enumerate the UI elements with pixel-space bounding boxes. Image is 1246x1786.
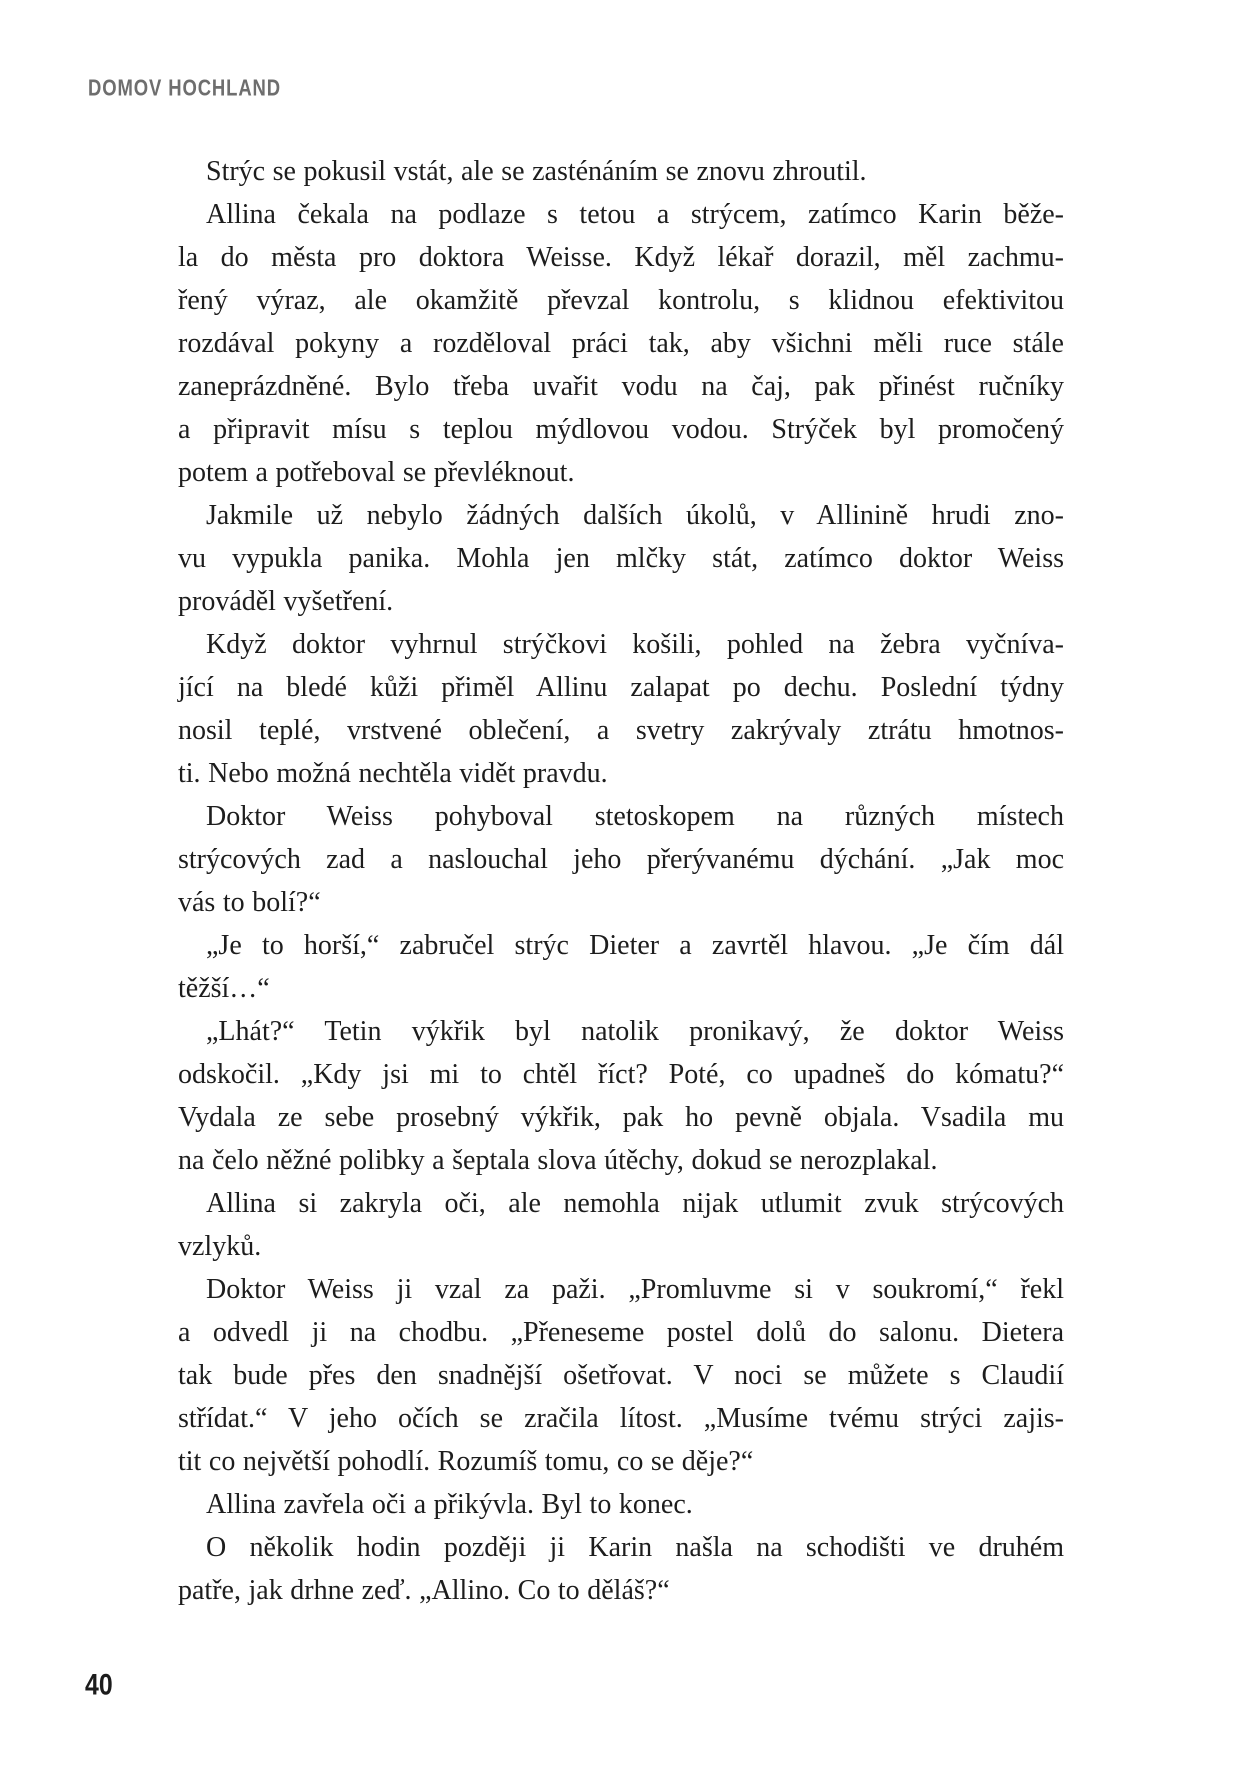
paragraph [178,1010,1064,1182]
text-line: vzlyků. [178,1231,262,1262]
text-line: „Lhát?“ Tetin výkřik byl natolik pronikavý, že doktor Weiss [206,1016,1064,1047]
text-line: prováděl vyšetření. [178,586,394,617]
paragraph [178,1268,1064,1483]
paragraph [178,1526,1064,1612]
text-line: vu vypukla panika. Mohla jen mlčky stát, zatímco doktor Weiss [178,543,1064,574]
text-line: ti. Nebo možná nechtěla vidět pravdu. [178,758,608,789]
text-line: patře, jak drhne zeď. „Allino. Co to děláš?“ [178,1575,670,1606]
text-line: strýcových zad a naslouchal jeho přerývanému dýchání. „Jak moc [178,844,1064,875]
text-line: a odvedl ji na chodbu. „Přeneseme postel dolů do salonu. Dietera [178,1317,1064,1348]
paragraph [178,150,1064,193]
running-header: DOMOV HOCHLAND [88,76,282,101]
text-line: Jakmile už nebylo žádných dalších úkolů, v Allinině hrudi zno- [206,500,1064,531]
text-line: a připravit mísu s teplou mýdlovou vodou. Strýček byl promočený [178,414,1064,445]
text-line: Když doktor vyhrnul strýčkovi košili, pohled na žebra vyčníva- [206,629,1064,660]
text-line: Vydala ze sebe prosebný výkřik, pak ho pevně objala. Vsadila mu [178,1102,1064,1133]
text-line: Allina čekala na podlaze s tetou a strýcem, zatímco Karin běže- [206,199,1064,230]
text-line: tak bude přes den snadnější ošetřovat. V noci se můžete s Claudií [178,1360,1064,1391]
text-line: O několik hodin později ji Karin našla na schodišti ve druhém [206,1532,1064,1563]
text-line: jící na bledé kůži přiměl Allinu zalapat po dechu. Poslední týdny [178,672,1064,703]
paragraph [178,924,1064,1010]
text-line: Allina si zakryla oči, ale nemohla nijak utlumit zvuk strýcových [206,1188,1064,1219]
text-line: na čelo něžné polibky a šeptala slova útěchy, dokud se nerozplakal. [178,1145,938,1176]
text-line: Allina zavřela oči a přikývla. Byl to konec. [206,1489,693,1520]
text-line: la do města pro doktora Weisse. Když lékař dorazil, měl zachmu- [178,242,1064,273]
text-line: Doktor Weiss ji vzal za paži. „Promluvme si v soukromí,“ řekl [206,1274,1064,1305]
text-line: rozdával pokyny a rozděloval práci tak, aby všichni měli ruce stále [178,328,1064,359]
paragraph [178,795,1064,924]
text-line: řený výraz, ale okamžitě převzal kontrolu, s klidnou efektivitou [178,285,1064,316]
text-line: vás to bolí?“ [178,887,321,918]
paragraph [178,1182,1064,1268]
text-line: odskočil. „Kdy jsi mi to chtěl říct? Poté, co upadneš do kómatu?“ [178,1059,1064,1090]
text-line: zaneprázdněné. Bylo třeba uvařit vodu na čaj, pak přinést ručníky [178,371,1064,402]
text-line: Strýc se pokusil vstát, ale se zasténáním se znovu zhroutil. [206,156,867,187]
text-line: střídat.“ V jeho očích se zračila lítost. „Musíme tvému strýci zajis- [178,1403,1064,1434]
text-line: tit co největší pohodlí. Rozumíš tomu, co se děje?“ [178,1446,754,1477]
text-line: nosil teplé, vrstvené oblečení, a svetry zakrývaly ztrátu hmotnos- [178,715,1064,746]
body-text [178,150,1064,1612]
paragraph [178,623,1064,795]
page-number: 40 [85,1668,113,1701]
paragraph [178,193,1064,494]
paragraph [178,494,1064,623]
text-line: potem a potřeboval se převléknout. [178,457,575,488]
text-line: „Je to horší,“ zabručel strýc Dieter a zavrtěl hlavou. „Je čím dál [206,930,1064,961]
paragraph [178,1483,1064,1526]
text-line: těžší…“ [178,973,270,1004]
text-line: Doktor Weiss pohyboval stetoskopem na různých místech [206,801,1064,832]
